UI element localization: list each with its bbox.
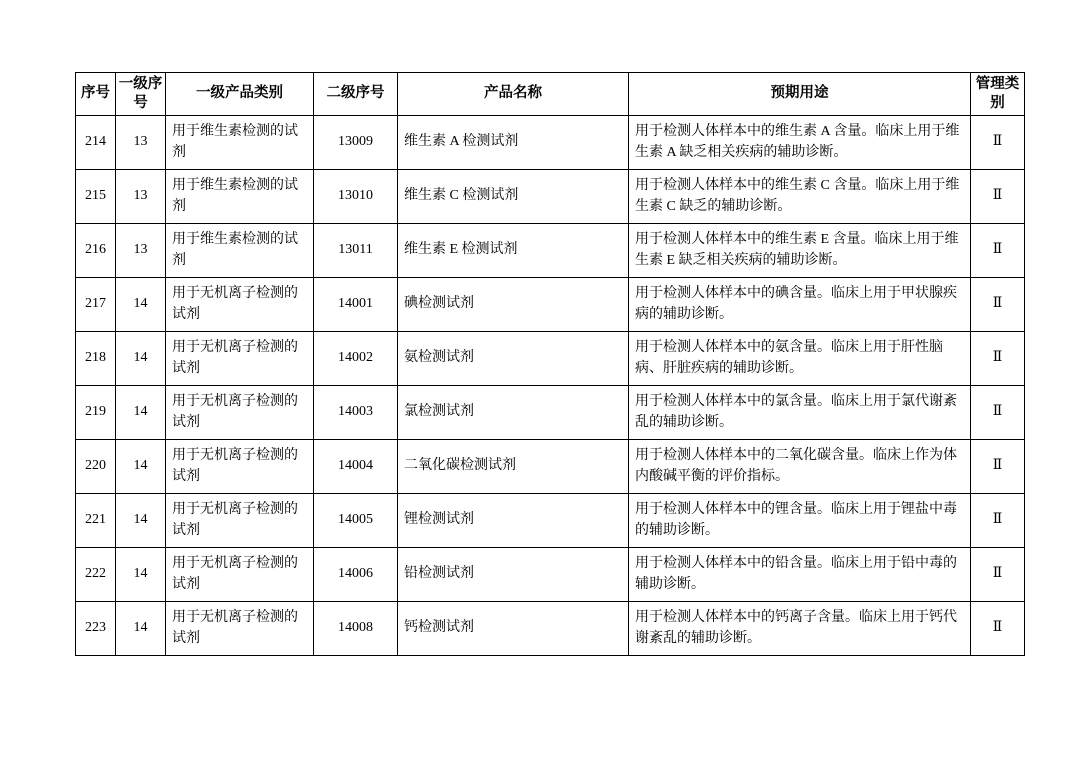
cell-use: 用于检测人体样本中的维生素 A 含量。临床上用于维生素 A 缺乏相关疾病的辅助诊断。 xyxy=(629,115,971,169)
cell-level1_no: 13 xyxy=(116,115,166,169)
cell-category: 用于无机离子检测的试剂 xyxy=(166,277,314,331)
cell-product: 维生素 A 检测试剂 xyxy=(398,115,629,169)
header-mgmt_class: 管理类别 xyxy=(971,73,1025,116)
cell-product: 钙检测试剂 xyxy=(398,601,629,655)
cell-level1_no: 13 xyxy=(116,169,166,223)
header-no: 序号 xyxy=(76,73,116,116)
cell-level2_no: 14006 xyxy=(314,547,398,601)
cell-no: 223 xyxy=(76,601,116,655)
cell-no: 215 xyxy=(76,169,116,223)
cell-category: 用于无机离子检测的试剂 xyxy=(166,601,314,655)
table-row xyxy=(76,277,1025,331)
cell-mgmt_class: Ⅱ xyxy=(971,547,1025,601)
cell-mgmt_class: Ⅱ xyxy=(971,331,1025,385)
cell-mgmt_class: Ⅱ xyxy=(971,601,1025,655)
cell-level2_no: 14002 xyxy=(314,331,398,385)
header-use: 预期用途 xyxy=(629,73,971,116)
cell-product: 维生素 E 检测试剂 xyxy=(398,223,629,277)
cell-mgmt_class: Ⅱ xyxy=(971,439,1025,493)
cell-category: 用于维生素检测的试剂 xyxy=(166,223,314,277)
cell-no: 221 xyxy=(76,493,116,547)
cell-use: 用于检测人体样本中的氨含量。临床上用于肝性脑病、肝脏疾病的辅助诊断。 xyxy=(629,331,971,385)
cell-use: 用于检测人体样本中的铅含量。临床上用于铅中毒的辅助诊断。 xyxy=(629,547,971,601)
cell-use: 用于检测人体样本中的锂含量。临床上用于锂盐中毒的辅助诊断。 xyxy=(629,493,971,547)
table-row xyxy=(76,169,1025,223)
cell-level1_no: 14 xyxy=(116,331,166,385)
cell-no: 218 xyxy=(76,331,116,385)
table-row xyxy=(76,115,1025,169)
cell-level2_no: 14008 xyxy=(314,601,398,655)
cell-level2_no: 14003 xyxy=(314,385,398,439)
cell-level2_no: 13011 xyxy=(314,223,398,277)
header-row xyxy=(76,73,1025,116)
cell-mgmt_class: Ⅱ xyxy=(971,277,1025,331)
cell-mgmt_class: Ⅱ xyxy=(971,385,1025,439)
cell-category: 用于无机离子检测的试剂 xyxy=(166,331,314,385)
cell-product: 碘检测试剂 xyxy=(398,277,629,331)
cell-product: 氨检测试剂 xyxy=(398,331,629,385)
table-row xyxy=(76,601,1025,655)
table-row xyxy=(76,331,1025,385)
cell-use: 用于检测人体样本中的钙离子含量。临床上用于钙代谢紊乱的辅助诊断。 xyxy=(629,601,971,655)
cell-product: 氯检测试剂 xyxy=(398,385,629,439)
cell-product: 二氧化碳检测试剂 xyxy=(398,439,629,493)
cell-no: 220 xyxy=(76,439,116,493)
cell-level2_no: 13009 xyxy=(314,115,398,169)
cell-no: 219 xyxy=(76,385,116,439)
cell-no: 217 xyxy=(76,277,116,331)
cell-mgmt_class: Ⅱ xyxy=(971,223,1025,277)
table-body xyxy=(76,115,1025,655)
cell-mgmt_class: Ⅱ xyxy=(971,493,1025,547)
product-classification-table xyxy=(75,72,1025,656)
header-level1_no: 一级序号 xyxy=(116,73,166,116)
cell-level1_no: 14 xyxy=(116,547,166,601)
header-category: 一级产品类别 xyxy=(166,73,314,116)
cell-no: 214 xyxy=(76,115,116,169)
table-row xyxy=(76,493,1025,547)
cell-level2_no: 14004 xyxy=(314,439,398,493)
header-product: 产品名称 xyxy=(398,73,629,116)
cell-level2_no: 14005 xyxy=(314,493,398,547)
cell-use: 用于检测人体样本中的氯含量。临床上用于氯代谢紊乱的辅助诊断。 xyxy=(629,385,971,439)
cell-level1_no: 14 xyxy=(116,385,166,439)
cell-level2_no: 14001 xyxy=(314,277,398,331)
cell-no: 216 xyxy=(76,223,116,277)
cell-use: 用于检测人体样本中的二氧化碳含量。临床上作为体内酸碱平衡的评价指标。 xyxy=(629,439,971,493)
cell-use: 用于检测人体样本中的碘含量。临床上用于甲状腺疾病的辅助诊断。 xyxy=(629,277,971,331)
cell-product: 锂检测试剂 xyxy=(398,493,629,547)
cell-use: 用于检测人体样本中的维生素 C 含量。临床上用于维生素 C 缺乏的辅助诊断。 xyxy=(629,169,971,223)
cell-category: 用于维生素检测的试剂 xyxy=(166,169,314,223)
cell-product: 维生素 C 检测试剂 xyxy=(398,169,629,223)
cell-level1_no: 14 xyxy=(116,601,166,655)
cell-product: 铅检测试剂 xyxy=(398,547,629,601)
table-row xyxy=(76,439,1025,493)
table-row xyxy=(76,547,1025,601)
cell-level1_no: 14 xyxy=(116,439,166,493)
header-level2_no: 二级序号 xyxy=(314,73,398,116)
table-row xyxy=(76,223,1025,277)
cell-level2_no: 13010 xyxy=(314,169,398,223)
cell-level1_no: 14 xyxy=(116,277,166,331)
cell-category: 用于无机离子检测的试剂 xyxy=(166,547,314,601)
cell-use: 用于检测人体样本中的维生素 E 含量。临床上用于维生素 E 缺乏相关疾病的辅助诊断。 xyxy=(629,223,971,277)
cell-level1_no: 14 xyxy=(116,493,166,547)
cell-level1_no: 13 xyxy=(116,223,166,277)
cell-mgmt_class: Ⅱ xyxy=(971,115,1025,169)
table-row xyxy=(76,385,1025,439)
cell-category: 用于无机离子检测的试剂 xyxy=(166,493,314,547)
cell-category: 用于无机离子检测的试剂 xyxy=(166,385,314,439)
cell-category: 用于维生素检测的试剂 xyxy=(166,115,314,169)
cell-category: 用于无机离子检测的试剂 xyxy=(166,439,314,493)
cell-no: 222 xyxy=(76,547,116,601)
cell-mgmt_class: Ⅱ xyxy=(971,169,1025,223)
table-head xyxy=(76,73,1025,116)
